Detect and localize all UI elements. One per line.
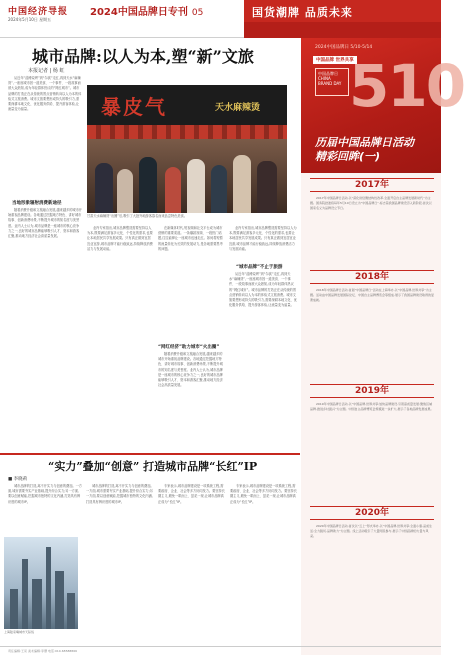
shop-sign-text: 暴皮气 [101,95,167,119]
person [233,155,251,213]
person [165,167,181,213]
person [257,161,277,213]
page-header [0,0,441,38]
person [117,169,133,213]
year-text-2019 [310,402,434,504]
article-column-4 [229,226,297,260]
article-2-column-2-text: 城市品牌的打造,离不开实力与创意的叠加。一方面,城市需要夯实产业基础,提升综合实力;另一方面,要以创意赋能,挖掘城市独特的文化内涵,打造具有辨识度的城市IP。 [86,484,154,504]
subhead-3: “城市品牌”不止于旅游 [236,265,283,270]
year-text-2019-body: 2019年中国品牌日活动,以“中国品牌,世界共享;加快品牌建设,引领高质量发展;聚焦区域品牌,推进乡村振兴”为主题。中国自主品牌博览会规模进一步扩大,展示了各地品牌发展成果。 [310,402,434,411]
article-column-3 [158,226,224,341]
city-skyline-photo [4,537,78,629]
subhead-2: “网红经济”助力城市“火出圈” [158,345,220,350]
year-heading-2019: 2019年 [310,384,434,398]
article-2-headline: “实力”叠加“创意” 打造城市品牌“长红”IP [48,460,258,473]
column-1-text: 从近年“淄博烧烤”到“尔滨”走红,再到天水“麻辣烫”,一座座城市因一道美食、一个事件、一段故事而被大众熟知,成为年轻群体热议的“网红城市”。城市品牌的打造正在从传统的景点营销转向以人为本的体验式文旅消费。城市文旅要想形成持久的吸引力,需要深耕本地文化、优化服务供给、提升游客体验,让流量变为留量。 [8,76,82,112]
page-footer: 责任编辑:王亮 美术编辑:李珊 电话:010-68588866 [0,646,441,655]
article-column-1b [8,208,82,450]
year-text-2017 [310,196,434,268]
lanterns [87,125,287,139]
building [67,593,75,629]
article-column-3b [158,352,224,450]
article-2-column-1-text: 城市品牌的打造,离不开实力与创意的叠加。一方面,城市需要夯实产业基础,提升综合实力;另一方面,要以创意赋能,挖掘城市独特的文化内涵,打造具有辨识度的城市IP。 [8,484,82,504]
sidebar-title [315,136,414,164]
year-heading-2017: 2017年 [310,178,434,192]
building [46,547,51,629]
year-text-2020-body: 2020年中国品牌日活动,首次以“云上”形式举办,以“中国品牌,世界共享;全面小康,品质生活;全力脱贫,品牌助力”为主题。线上活动吸引了大量网民参与,展示了中国品牌的力量与风采。 [310,524,433,538]
special-issue-title [90,3,203,18]
column-3b-text: 随着消费升级和文旅融合发展,越来越多的城市开始重视品牌建设。各地通过挖掘地方特色、讲好城市故事、创新消费场景,不断提升城市的知名度与美誉度。业内人士认为,城市品牌是一座城市的核心竞争力之一,良好的城市品牌能够吸引人才、资本和游客汇聚,推动地方经济社会高质量发展。 [158,352,223,388]
article-2-byline: ■ 李晓莉 [8,477,28,482]
year-text-2020 [310,524,434,642]
column-2-text: 业内专家指出,城市品牌塑造需要坚持以人为本,既要满足游客多元化、个性化的需求,也要让本地居民共享发展成果。只有真正做到宜居宜业宜游,城市品牌才能行稳致远,持续释放消费活力与发展动能。 [87,226,153,251]
page-number: 05 [191,8,204,18]
sidebar-title-line-2: 精彩回眸(一) [315,150,381,163]
crowd [87,139,287,213]
article-2-column-3-text: 专家表示,城市品牌建设是一项系统工程,需要政府、企业、社会等多方协同发力。要坚持长期主义,避免一哄而上、昙花一现,让城市品牌真正成为“长红”IP。 [158,484,225,504]
person [95,163,113,213]
header-slogan: 国货潮牌 品质未来 [244,0,441,22]
subhead-1: 当地形象辐射消费新途径 [12,201,62,206]
shop-sign-subtext: 天水麻辣烫 [215,103,261,113]
column-4b-text: 从近年“淄博烧烤”到“尔滨”走红,再到天水“麻辣烫”,一座座城市因一道美食、一个事件、一段故事而被大众熟知,成为年轻群体热议的“网红城市”。城市品牌的打造正在从传统的景点营销转向以人为本的体验式文旅消费。城市文旅要想形成持久的吸引力,需要深耕本地文化、优化服务供给、提升游客体验,让流量变为留量。 [229,272,297,308]
person [139,157,157,213]
article-column-2 [87,226,153,450]
header-red-strip [244,22,441,38]
main-headline: 城市品牌:以人为本,塑“新”文旅 [32,47,254,66]
masthead: 中国经济导报 [8,7,69,17]
special-issue-label: 2024中国品牌日专刊 [90,7,188,18]
article-2-column-4 [230,484,298,644]
skyline-caption: 上海陆家嘴城市天际线 [4,630,35,634]
article-2-column-3 [158,484,226,644]
banner-number: 510 [349,52,464,120]
street-photo [87,85,287,213]
brand-day-logo: 中国品牌日 CHINA BRAND DAY [315,68,349,96]
photo-caption: 甘肃天水麻辣烫“出圈”后,吸引了大批外地游客慕名而来品尝特色美食。 [87,214,187,218]
section-divider [0,453,300,455]
column-1b-text: 随着消费升级和文旅融合发展,越来越多的城市开始重视品牌建设。各地通过挖掘地方特色、讲好城市故事、创新消费场景,不断提升城市的知名度与美誉度。业内人士认为,城市品牌是一座城市的核心竞争力之一,良好的城市品牌能够吸引人才、资本和游客汇聚,推动地方经济社会高质量发展。 [8,208,82,239]
year-text-2018-body: 2018年中国品牌日活动,首届“中国品牌日”活动在上海举办,以“中国品牌,世界共享”为主题。活动由中国品牌发展国际论坛、中国自主品牌博览会等组成,展示了我国品牌建设取得的显著成就。 [310,288,434,302]
article-2-column-1 [8,484,82,534]
column-3-text: 在新媒体时代,短视频和社交平台成为城市营销的重要渠道。一条爆款视频、一段热门话题,往往能够让一座城市迅速走红。如何将短暂的流量转化为长效的发展动力,是各地需要思考的问题。 [158,226,223,251]
banner-date: 2024中国品牌日 5/10-5/14 [315,45,373,50]
banner-tag: 中国品牌 世界共享 [313,56,357,64]
building [22,559,28,629]
person [211,165,227,213]
building [32,579,42,629]
year-heading-2018: 2018年 [310,270,434,284]
brand-day-banner [301,38,464,173]
year-heading-2020: 2020年 [310,506,434,520]
article-2-column-4-text: 专家表示,城市品牌建设是一项系统工程,需要政府、企业、社会等多方协同发力。要坚持长期主义,避免一哄而上、昙花一现,让城市品牌真正成为“长红”IP。 [230,484,297,504]
building [10,589,18,629]
sidebar-title-line-1: 历届中国品牌日活动 [315,136,414,149]
main-byline: 本报记者 | 杨 虹 [28,68,65,74]
article-column-1 [8,76,82,196]
article-column-4b [229,272,297,450]
year-text-2018 [310,288,434,382]
building [55,571,64,629]
person [187,159,205,213]
masthead-date: 2024年5月10日 星期五 [8,17,52,22]
article-2-column-2 [86,484,154,644]
column-4-text: 业内专家指出,城市品牌塑造需要坚持以人为本,既要满足游客多元化、个性化的需求,也要让本地居民共享发展成果。只有真正做到宜居宜业宜游,城市品牌才能行稳致远,持续释放消费活力与发展动能。 [229,226,297,251]
year-text-2017-body: 2017年中国品牌日活动,以“深化供给侧结构性改革,全面开启自主品牌发展新时代”为主题。国务院批准将每年5月10日设立为“中国品牌日”,标志着我国品牌建设迈入新阶段,首次以国家名义为品牌设立节日。 [310,196,432,210]
